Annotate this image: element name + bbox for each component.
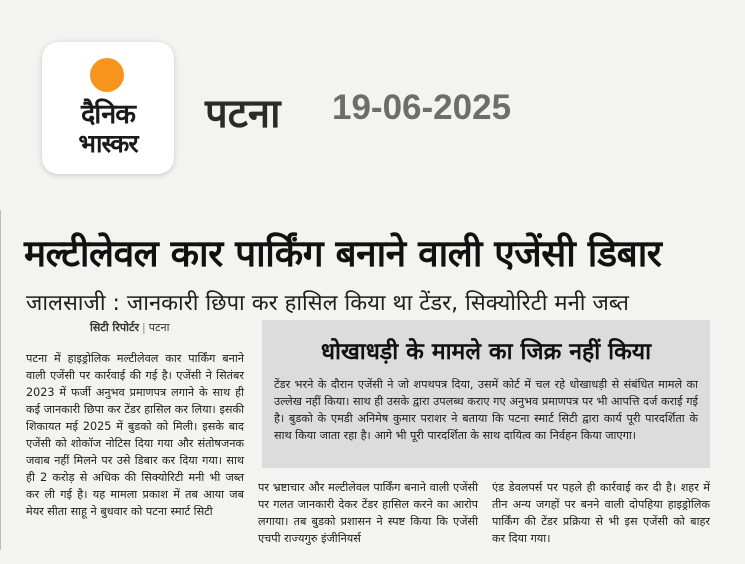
article-subhead: जालसाजी : जानकारी छिपा कर हासिल किया था टेंडर, सिक्योरिटी मनी जब्त <box>26 291 629 316</box>
article-byline: सिटी रिपोर्टर | पटना <box>90 321 170 334</box>
sun-logo-icon <box>90 58 124 92</box>
sidebar-box-body: टेंडर भरने के दौरान एजेंसी ने जो शपथपत्र दिया, उसमें कोर्ट में चल रहे धोखाधड़ी से संबंधित मामले का उल्लेख नहीं किया। साथ ही उसके द्वारा उपलब्ध कराए गए अनुभव प्रमाणपत्र पर भी आपत्ति दर्ज कराई गई है। बुडको के एमडी अनिमेष कुमार पराशर ने बताया कि पटना स्मार्ट सिटी द्वारा कार्य पूरी पारदर्शिता के साथ किया जाता रहा है। आगे भी पूरी पारदर्शिता के साथ दायित्व का निर्वहन किया जाएगा। <box>274 378 698 442</box>
edition-city: पटना <box>205 91 281 137</box>
logo-text-line1: दैनिक <box>80 99 136 130</box>
article-column-1: पटना में हाइड्रोलिक मल्टीलेवल कार पार्किंग बनाने वाली एजेंसी पर कार्रवाई की गई है। एजेंसी ने सितंबर 2023 में फर्जी अनुभव प्रमाणपत्र लगाने के साथ ही कई जानकारी छिपा कर टेंडर हासिल कर लिया। इसकी शिकायत मई 2025 में बुडको को मिली। इसके बाद एजेंसी को शोकॉज नोटिस दिया गया और संतोषजनक जवाब नहीं मिलने पर उसे डिबार कर दिया गया। साथ ही 2 करोड़ से अधिक की सिक्योरिटी मनी भी जब्त कर ली गई है। यह मामला प्रकाश में तब आया जब मेयर सीता साहू ने बुधवार को पटना स्मार्ट सिटी <box>26 352 244 518</box>
article-column-3: एंड डेवलपर्स पर पहले ही कार्रवाई कर दी है। शहर में तीन अन्य जगहों पर बनने वाली दोपहिया हाइड्रोलिक पार्किंग की टेंडर प्रक्रिया से भी इस एजेंसी को बाहर कर दिया गया। <box>492 481 710 545</box>
article-column-2: पर भ्रष्टाचार और मल्टीलेवल पार्किंग बनाने वाली एजेंसी पर गलत जानकारी देकर टेंडर हासिल करने का आरोप लगाया। तब बुडको प्रशासन ने स्पष्ट किया कि एजेंसी एचपी राज्यगुरु इंजीनियर्स <box>258 481 478 545</box>
sidebar-box <box>262 320 710 468</box>
byline-place: पटना <box>148 321 170 334</box>
article-headline: मल्टीलेवल कार पार्किंग बनाने वाली एजेंसी डिबार <box>24 232 662 275</box>
newspaper-logo <box>42 42 174 174</box>
byline-author: सिटी रिपोर्टर <box>90 321 139 334</box>
logo-text-line2: भास्कर <box>78 129 138 158</box>
left-column-rule <box>0 210 7 550</box>
edition-date: 19-06-2025 <box>332 88 512 127</box>
sidebar-box-title: धोखाधड़ी के मामले का जिक्र नहीं किया <box>320 339 652 365</box>
